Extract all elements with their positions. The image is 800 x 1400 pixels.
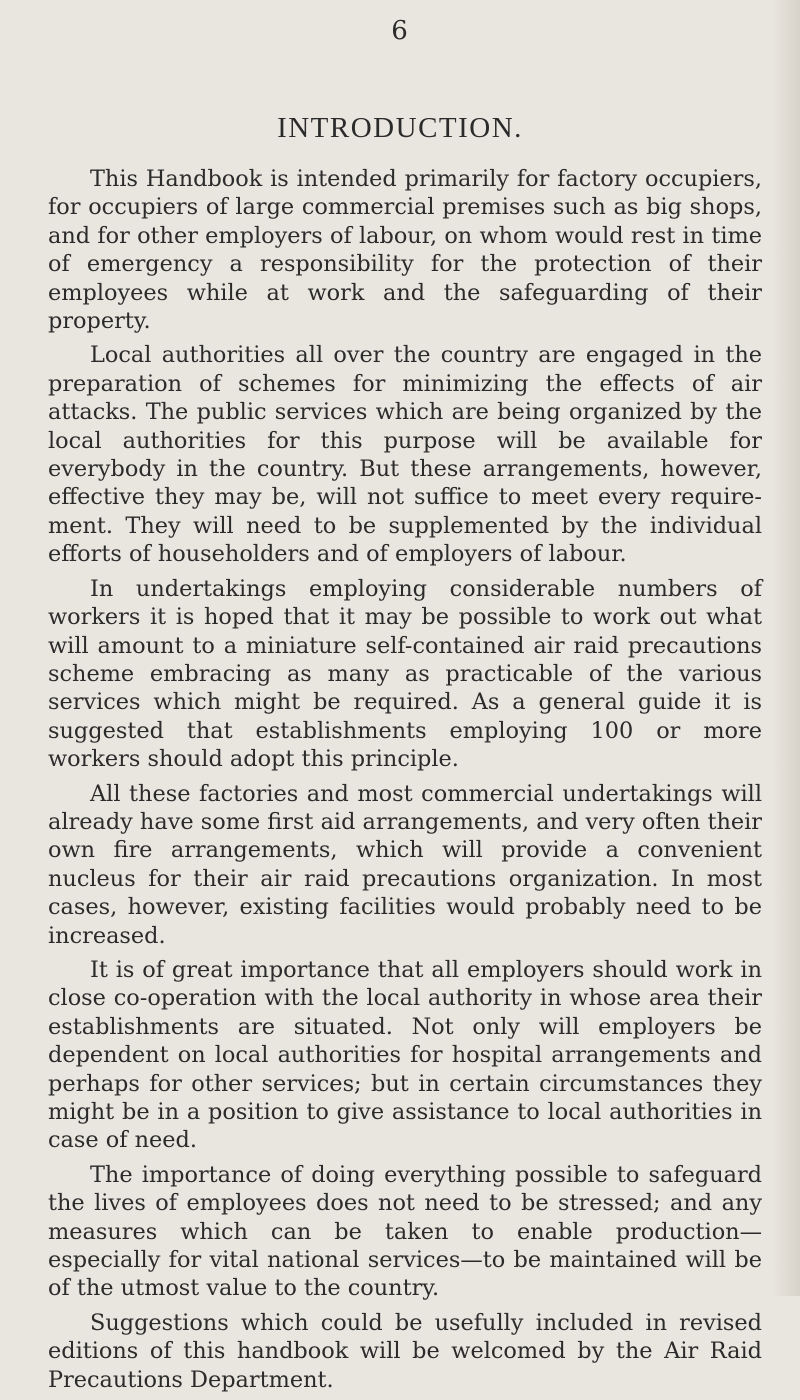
- paragraph: The importance of doing everything possible to safeguard the lives of employees does not need to be stressed; and any measures which can be taken to enable production— especially for vital national services—to be maintained will be of the utmost value to the country.: [48, 1161, 762, 1302]
- paragraph: It is of great importance that all employers should work in close co-operation with the local authority in whose area their establishments are situated. Not only will employers be dependent on local authorities for hospital arrangements and perhaps for other services; but in certain circumstances they might be in a position to give assistance to local authorities in case of need.: [48, 956, 762, 1154]
- page-number: 6: [391, 16, 409, 46]
- body-text: [48, 165, 762, 1400]
- paragraph: Local authorities all over the country are engaged in the preparation of schemes for minimizing the effects of air attacks. The public services which are being organized by the local authorities for this purpose will be available for everybody in the country. But these arrangements, however, effective they may be, will not suffice to meet every requirement. They will need to be supplemented by the individual efforts of householders and of employers of labour.: [48, 342, 762, 568]
- paragraph: This Handbook is intended primarily for factory occupiers, for occupiers of large commercial premises such as big shops, and for other employers of labour, on whom would rest in time of emergency a responsibility for the protection of their employees while at work and the safeguarding of their property.: [48, 166, 762, 335]
- page-title: INTRODUCTION.: [277, 112, 523, 144]
- paragraph: All these factories and most commercial undertakings will already have some first aid arrangements, and very often their own fire arrangements, which will provide a convenient nucleus for their air raid precautions organization. In most cases, however, existing facilities would probably need to be increased.: [48, 780, 762, 949]
- paragraph: Suggestions which could be usefully included in revised editions of this handbook will be welcomed by the Air Raid Precautions Department.: [48, 1309, 762, 1393]
- page-edge-shadow: [772, 0, 800, 1296]
- paragraph: In undertakings employing considerable numbers of workers it is hoped that it may be possible to work out what will amount to a miniature self-contained air raid precautions scheme embracing as many as practicable of the various services which might be required. As a general guide it is suggested that establishments employing 100 or more workers should adopt this principle.: [48, 575, 762, 773]
